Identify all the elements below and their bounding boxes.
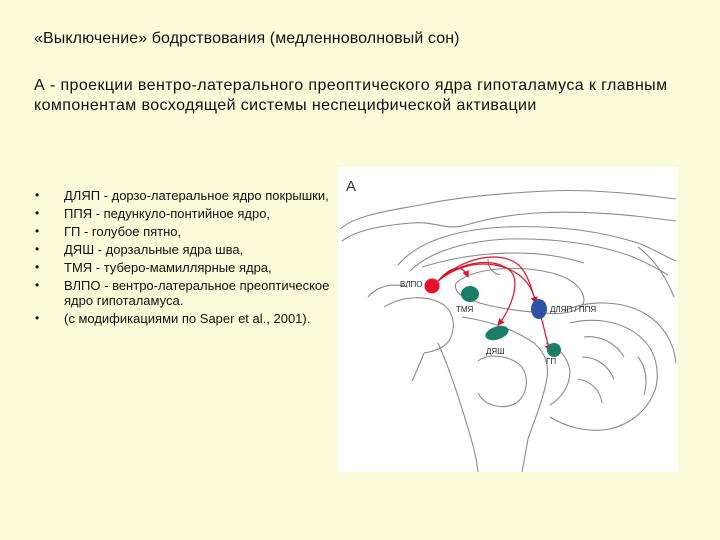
pons-outline xyxy=(478,356,526,407)
label-tmya: ТМЯ xyxy=(456,305,474,314)
legend-item-gp xyxy=(34,224,334,239)
nucleus-vlpo xyxy=(425,279,440,294)
slide-subtitle: А - проекции вентро-латерального преоптического ядра гипоталамуса к главным компонентам восходящей системы неспецифической активации xyxy=(34,77,668,114)
legend-item-text: ГП - голубое пятно, xyxy=(64,224,182,239)
legend-item-vlpo xyxy=(34,278,334,308)
bullet-icon: • xyxy=(35,278,40,292)
fornix-outline xyxy=(422,253,584,275)
legend-item-text: (с модификациями по Saper et al., 2001). xyxy=(64,311,311,326)
hypothalamus-outline xyxy=(384,298,453,381)
cortex-outline xyxy=(340,190,676,229)
bullet-icon: • xyxy=(35,188,40,202)
bullet-icon: • xyxy=(35,224,40,238)
corpus-callosum-inner xyxy=(410,239,668,275)
legend-item-source xyxy=(34,311,334,326)
legend-item-tmya xyxy=(34,260,334,275)
nucleus-tmya xyxy=(461,286,479,302)
brainstem-ventral-outline xyxy=(438,343,478,472)
label-dyash: ДЯШ xyxy=(486,347,505,356)
bullet-icon: • xyxy=(35,260,40,274)
bullet-icon: • xyxy=(35,206,40,220)
legend-item-text: ДЛЯП - дорзо-латеральное ядро покрышки, xyxy=(64,188,329,203)
cerebellum-folia xyxy=(578,337,646,403)
nucleus-dlyap-ppya xyxy=(531,299,547,319)
legend-item-text: ППЯ - педункуло-понтийное ядро, xyxy=(64,206,271,221)
legend-item-text: ТМЯ - туберо-мамиллярные ядра, xyxy=(64,260,272,275)
label-gp: ГП xyxy=(546,357,557,366)
corpus-callosum-outline xyxy=(398,227,676,265)
occipital-outline xyxy=(638,247,674,297)
legend-list xyxy=(34,188,334,329)
legend-item-ppya xyxy=(34,206,334,221)
legend-item-text: ДЯШ - дорзальные ядра шва, xyxy=(64,242,244,257)
brain-sagittal-diagram xyxy=(338,167,678,472)
slide-title: «Выключение» бодрствования (медленноволновый сон) xyxy=(34,30,460,47)
bullet-icon: • xyxy=(35,242,40,256)
nucleus-dyash xyxy=(484,323,511,343)
label-dlyap-ppya: ДЛЯП / ППЯ xyxy=(550,305,597,314)
legend-item-dyash xyxy=(34,242,334,257)
brain-diagram-panel xyxy=(338,167,678,472)
label-vlpo: ВЛПО xyxy=(400,280,423,289)
nucleus-gp xyxy=(547,343,561,357)
legend-item-dlyap xyxy=(34,188,334,203)
legend-item-text: ВЛПО - вентро-латеральное преоптическое ядро гипоталамуса. xyxy=(64,278,330,308)
panel-label: А xyxy=(346,178,357,195)
bullet-icon: • xyxy=(35,311,40,325)
brainstem-outline xyxy=(462,317,548,472)
